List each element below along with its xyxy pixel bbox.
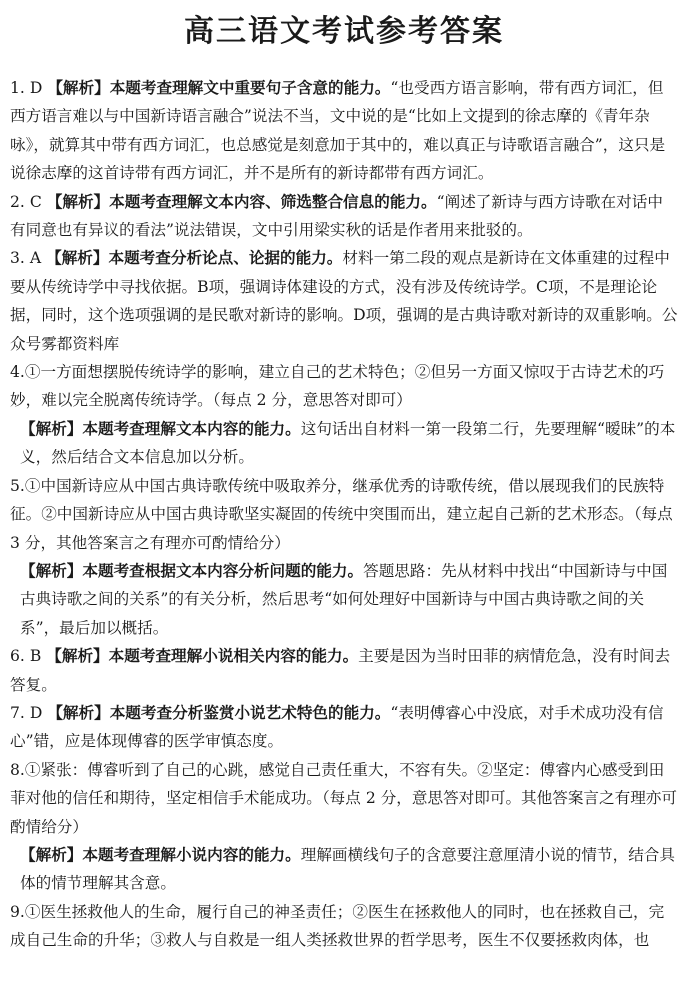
analysis-line [10, 415, 678, 472]
analysis-text: 答题思路：先从材料中找出“中国新诗与中国古典诗歌之间的关系”的有关分析，然后思考“如何处理好中国新诗与中国古典诗歌之间的关系”，最后加以概括。 [20, 561, 668, 637]
answer-item [10, 244, 678, 358]
answer-item [10, 358, 678, 472]
analysis-tag: 【解析】 [46, 249, 109, 268]
question-number: 7. D [10, 703, 43, 722]
answer-item [10, 699, 678, 756]
analysis-tag: 【解析】 [47, 703, 110, 722]
answer-line [10, 188, 678, 245]
analysis-lead: 本题考查理解文中重要句子含意的能力。 [109, 79, 391, 97]
analysis-text: “表明傅睿心中没底，对手术成功没有信心”错，应是体现傅睿的医学审慎态度。 [10, 703, 664, 751]
analysis-tag: 【解析】 [20, 419, 83, 438]
analysis-text: 理解画横线句子的含意要注意厘清小说的情节，结合具体的情节理解其含意。 [20, 845, 675, 893]
analysis-lead: 本题考查理解文本内容的能力。 [82, 419, 301, 438]
page-title: 高三语文考试参考答案 [184, 14, 504, 49]
analysis-text: 材料一第二段的观点是新诗在文体重建的过程中要从传统诗学中寻找依据。B项，强调诗体建设的方式，没有涉及传统诗学。C项，不是理论论据，同时，这个选项强调的是民歌对新诗的影响。D项，强调的是古典诗歌对新诗的双重影响。公众号雾都资料库 [10, 249, 678, 353]
answer-text: ①中国新诗应从中国古典诗歌传统中吸取养分，继承优秀的诗歌传统，借以展现我们的民族特征。②中国新诗应从中国古典诗歌坚实凝固的传统中突围而出，建立起自己新的艺术形态。（每点 3 分，其他答案言之有理亦可酌情给分） [10, 476, 673, 552]
analysis-text: “阐述了新诗与西方诗歌在对话中有同意也有异议的看法”说法错误，文中引用梁实秋的话是作者用来批驳的。 [10, 192, 663, 240]
analysis-lead: 本题考查理解小说内容的能力。 [82, 845, 301, 864]
answer-line [10, 756, 678, 841]
analysis-lead: 本题考查理解文本内容、筛选整合信息的能力。 [109, 192, 437, 211]
answer-text: ①一方面想摆脱传统诗学的影响，建立自己的艺术特色；②但另一方面又惊叹于古诗艺术的巧妙，难以完全脱离传统诗学。（每点 2 分，意思答对即可） [10, 363, 665, 410]
analysis-tag: 【解析】 [47, 79, 110, 97]
question-number: 8. [10, 760, 25, 779]
analysis-lead: 本题考查理解小说相关内容的能力。 [108, 647, 359, 666]
question-number: 3. A [10, 249, 42, 268]
answer-line [10, 244, 678, 358]
analysis-lead: 本题考查根据文本内容分析问题的能力。 [82, 561, 364, 580]
answer-item [10, 642, 678, 699]
answer-line [10, 358, 678, 415]
answer-line [10, 898, 678, 955]
answer-item [10, 756, 678, 898]
analysis-line [10, 557, 678, 642]
analysis-tag: 【解析】 [46, 192, 110, 211]
answer-line [10, 472, 678, 557]
answer-item [10, 188, 678, 245]
analysis-text: 这句话出自材料一第一段第二行，先要理解“暧昧”的本义，然后结合文本信息加以分析。 [20, 419, 676, 467]
answer-item [10, 898, 678, 955]
answer-line [10, 642, 678, 699]
analysis-line [10, 841, 678, 898]
analysis-text: 主要是因为当时田菲的病情危急，没有时间去答复。 [10, 647, 671, 694]
question-number: 5. [10, 476, 25, 495]
answer-item [10, 472, 678, 642]
answer-item [10, 74, 678, 188]
answer-text: ①医生拯救他人的生命，履行自己的神圣责任；②医生在拯救他人的同时，也在拯救自己，完成自己生命的升华；③救人与自救是一组人类拯救世界的哲学思考，医生不仅要拯救肉体，也 [10, 902, 665, 950]
analysis-tag: 【解析】 [20, 845, 83, 864]
question-number: 9. [10, 902, 25, 921]
answer-list [10, 74, 678, 955]
question-number: 4. [10, 363, 25, 382]
analysis-tag: 【解析】 [46, 647, 109, 666]
analysis-tag: 【解析】 [20, 561, 83, 580]
answer-text: ①紧张：傅睿听到了自己的心跳，感觉自己责任重大，不容有失。②坚定：傅睿内心感受到田菲对他的信任和期待，坚定相信手术能成功。（每点 2 分，意思答对即可。其他答案言之有理亦可酌情给分） [10, 760, 677, 836]
answer-line [10, 74, 678, 188]
question-number: 6. B [10, 647, 42, 666]
analysis-lead: 本题考查分析论点、论据的能力。 [108, 249, 343, 268]
analysis-text: “也受西方语言影响，带有西方词汇，但西方语言难以与中国新诗语言融合”说法不当，文中说的是“比如上文提到的徐志摩的《青年杂咏》，就算其中带有西方词汇，也总感觉是刻意加于其中的，难以真正与诗歌语言融合”，这只是说徐志摩的这首诗带有西方词汇，并不是所有的新诗都带有西方词汇。 [10, 79, 666, 183]
question-number: 2. C [10, 192, 42, 211]
analysis-lead: 本题考查分析鉴赏小说艺术特色的能力。 [109, 703, 391, 722]
question-number: 1. D [10, 79, 43, 97]
answer-line [10, 699, 678, 756]
